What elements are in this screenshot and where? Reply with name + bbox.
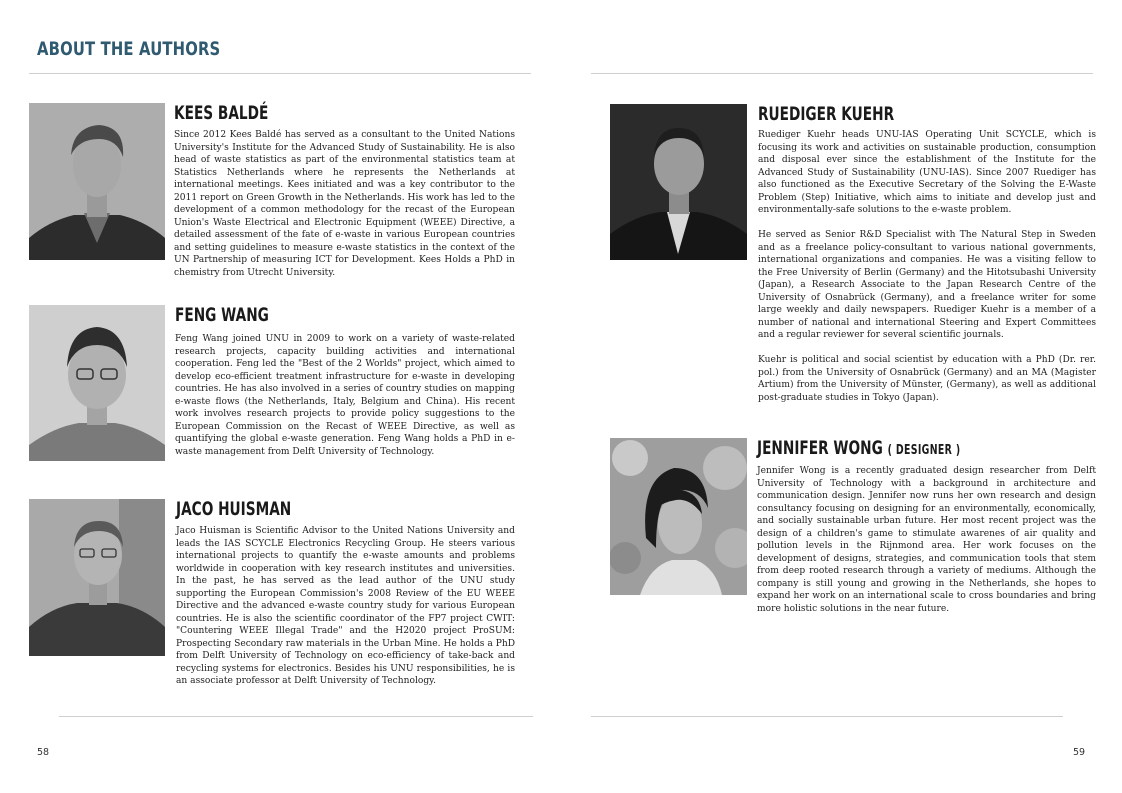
header-rule-right xyxy=(591,73,1093,74)
footer-rule-right xyxy=(591,716,1063,717)
author-photo-feng-wang xyxy=(29,305,165,461)
author-bio xyxy=(176,525,515,688)
bio-paragraph: Jaco Huisman is Scientific Advisor to the United Nations University and leads the IAS SCYCLE Electronics Recycling Group. He steers various international projects to quantify the e-waste amounts and problems worldwide in cooperation with key research institutes and universities. In the past, he has served as the lead author of the UNU study supporting the European Commission's 2008 Review of the EU WEEE Directive and the advanced e-waste country study for various European countries. He is also the scientific coordinator of the FP7 project CWIT: "Countering WEEE Illegal Trade" and the H2020 project ProSUM: Prospecting Secondary raw materials in the Urban Mine. He holds a PhD from Delft University of Technology on eco-efficiency of take-back and recycling systems for electronics. Besides his UNU responsibilities, he is an associate professor at Delft University of Technology. xyxy=(176,526,515,686)
bio-paragraph: Kuehr is political and social scientist by education with a PhD (Dr. rer. pol.) from the University of Osnabrück (Germany) and an MA (Magister Artium) from the University of Münster, (Germany), as well as additional post-graduate studies in Tokyo (Japan). xyxy=(758,355,1096,403)
author-photo-jaco-huisman xyxy=(29,499,165,656)
author-role: ( DESIGNER ) xyxy=(887,443,961,458)
author-name-text: JENNIFER WONG xyxy=(757,437,883,459)
author-name: JACO HUISMAN xyxy=(176,498,292,520)
author-bio xyxy=(757,465,1096,615)
author-bio xyxy=(758,129,1096,404)
page-number-left: 58 xyxy=(37,747,50,758)
header-rule-left xyxy=(29,73,531,74)
page-title: ABOUT THE AUTHORS xyxy=(37,38,221,60)
bio-paragraph: Since 2012 Kees Baldé has served as a consultant to the United Nations University's Institute for the Advanced Study of Sustainability. He is also head of waste statistics as part of the environmental statistics team at Statistics Netherlands where he represents the Netherlands at international meetings. Kees initiated and was a key contributor to the 2011 report on Green Growth in the Netherlands. His work has led to the development of a common methodology for the recast of the European Union's Waste Electrical and Electronic Equipment (WEEE) Directive, a detailed assessment of the fate of e-waste in various European countries and setting guidelines to measure e-waste statistics in the context of the UN Partnership of measuring ICT for Development. Kees Holds a PhD in chemistry from Utrecht University. xyxy=(174,130,515,278)
author-bio xyxy=(174,129,515,279)
footer-rule-left xyxy=(59,716,533,717)
author-name: RUEDIGER KUEHR xyxy=(758,103,895,125)
author-photo-kees-balde xyxy=(29,103,165,260)
author-name: KEES BALDÉ xyxy=(174,102,269,124)
author-bio xyxy=(175,333,515,458)
bio-paragraph: Feng Wang joined UNU in 2009 to work on a variety of waste-related research projects, capacity building activities and international cooperation. Feng led the "Best of the 2 Worlds" project, which aimed to develop eco-efficient treatment infrastructure for e-waste in developing countries. He has also involved in a series of country studies on mapping e-waste flows (the Netherlands, Italy, Belgium and China). His recent work involves research projects to provide policy suggestions to the European Commission on the Recast of WEEE Directive, as well as quantifying the global e-waste generation. Feng Wang holds a PhD in e-waste management from Delft University of Technology. xyxy=(175,334,515,457)
author-photo-jennifer-wong xyxy=(610,438,747,595)
bio-paragraph: Ruediger Kuehr heads UNU-IAS Operating Unit SCYCLE, which is focusing its work and activities on sustainable production, consumption and disposal ever since the establishment of the Institute for the Advanced Study of Sustainability (UNU-IAS). Since 2007 Ruediger has also functioned as the Executive Secretary of the Solving the E-Waste Problem (Step) Initiative, which aims to initiate and develop just and environmentally-safe solutions to the e-waste problem. xyxy=(758,130,1096,215)
page-number-right: 59 xyxy=(1073,747,1086,758)
bio-paragraph: He served as Senior R&D Specialist with The Natural Step in Sweden and as a freelance policy-consultant to various national governments, international organizations and companies. He was a visiting fellow to the Free University of Berlin (Germany) and the Hitotsubashi University (Japan), a Research Associate to the Japan Research Centre of the University of Osnabrück (Germany), and a freelance writer for some large weekly and daily newspapers. Ruediger Kuehr is a member of a number of national and international Steering and Expert Committees and a regular reviewer for several scientific journals. xyxy=(758,230,1096,340)
author-name xyxy=(757,437,960,459)
bio-paragraph: Jennifer Wong is a recently graduated design researcher from Delft University of Technology with a background in architecture and communication design. Jennifer now runs her own research and design consultancy focusing on designing for an environmentally, economically, and socially sustainable urban future. Her most recent project was the design of a children's game to stimulate awarenes of air quality and pollution levels in the Rijnmond area. Her work focuses on the development of designs, strategies, and communication tools that stem from deep rooted research through a variety of mediums. Although the company is still young and growing in the Netherlands, she hopes to expand her work on an international scale to cross boundaries and bring more holistic solutions in the near future. xyxy=(757,466,1096,614)
author-name: FENG WANG xyxy=(175,304,269,326)
author-photo-ruediger-kuehr xyxy=(610,104,747,260)
